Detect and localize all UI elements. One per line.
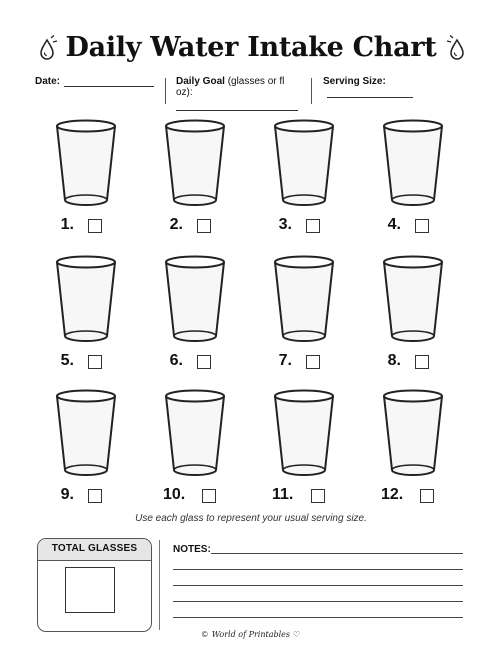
total-glasses-input[interactable] <box>65 567 115 613</box>
glass-checkbox[interactable] <box>311 489 325 503</box>
glass-item <box>157 118 237 238</box>
glass-checkbox[interactable] <box>420 489 434 503</box>
serving-size-label: Serving Size: <box>323 76 386 87</box>
glass-item <box>48 254 128 374</box>
glass-icon <box>272 118 336 208</box>
notes-line[interactable] <box>173 569 463 570</box>
daily-goal-sublabel: (glasses or fl oz): <box>176 76 285 98</box>
glass-item <box>157 254 237 374</box>
total-glasses-box <box>37 538 152 632</box>
glass-number: 1. <box>60 216 74 233</box>
glass-number: 3. <box>278 216 292 233</box>
glass-number: 8. <box>387 352 401 369</box>
date-field[interactable] <box>35 76 160 108</box>
glass-checkbox[interactable] <box>88 355 102 369</box>
glass-item <box>375 388 455 508</box>
glass-checkbox[interactable] <box>415 355 429 369</box>
brand-name: World of Printables <box>211 630 291 639</box>
glass-number-wrap <box>381 486 451 504</box>
daily-goal-line[interactable] <box>176 110 298 111</box>
glass-icon <box>272 388 336 478</box>
heart-icon: ♡ <box>293 630 301 639</box>
glass-checkbox[interactable] <box>88 219 102 233</box>
glass-number: 9. <box>60 486 74 503</box>
date-line[interactable] <box>64 77 154 87</box>
total-glasses-label: TOTAL GLASSES <box>38 539 151 561</box>
date-label: Date: <box>35 76 61 87</box>
instruction-text: Use each glass to represent your usual serving size. <box>135 513 367 524</box>
glass-checkbox[interactable] <box>415 219 429 233</box>
notes-line[interactable] <box>173 585 463 586</box>
glass-number: 12. <box>381 486 404 503</box>
daily-goal-field[interactable] <box>176 76 302 108</box>
divider <box>311 78 312 104</box>
glass-checkbox[interactable] <box>306 355 320 369</box>
glass-item <box>48 118 128 238</box>
glass-item <box>375 254 455 374</box>
glass-number: 10. <box>163 486 186 503</box>
glass-number-wrap <box>272 486 342 504</box>
glass-checkbox[interactable] <box>197 355 211 369</box>
glass-item <box>266 388 346 508</box>
notes-line[interactable] <box>211 553 463 554</box>
glass-number: 4. <box>387 216 401 233</box>
water-drop-icon <box>446 34 468 62</box>
glass-number: 7. <box>278 352 292 369</box>
glass-number: 2. <box>169 216 183 233</box>
glass-icon <box>163 388 227 478</box>
copyright-symbol: © <box>201 630 208 639</box>
glass-item <box>157 388 237 508</box>
glass-number-wrap <box>163 486 233 504</box>
notes-label: NOTES: <box>173 544 211 555</box>
divider <box>165 78 166 104</box>
glass-number: 5. <box>60 352 74 369</box>
footer <box>0 630 502 639</box>
notes-line[interactable] <box>173 601 463 602</box>
glass-icon <box>54 254 118 344</box>
glass-icon <box>54 388 118 478</box>
daily-goal-label: Daily Goal <box>176 76 225 87</box>
glass-number: 6. <box>169 352 183 369</box>
glass-icon <box>381 388 445 478</box>
glass-icon <box>381 118 445 208</box>
glass-icon <box>272 254 336 344</box>
header <box>0 26 502 70</box>
divider <box>159 540 160 630</box>
glass-grid <box>0 118 502 508</box>
serving-size-line[interactable] <box>327 88 413 98</box>
notes-section <box>173 544 463 624</box>
serving-size-field[interactable] <box>323 76 473 108</box>
glass-checkbox[interactable] <box>306 219 320 233</box>
notes-line[interactable] <box>173 617 463 618</box>
glass-icon <box>54 118 118 208</box>
glass-icon <box>163 254 227 344</box>
glass-item <box>266 254 346 374</box>
glass-checkbox[interactable] <box>197 219 211 233</box>
page-title: Daily Water Intake Chart <box>65 32 437 63</box>
glass-item <box>266 118 346 238</box>
glass-item <box>48 388 128 508</box>
info-fields <box>0 76 502 108</box>
glass-icon <box>163 118 227 208</box>
glass-icon <box>381 254 445 344</box>
glass-item <box>375 118 455 238</box>
glass-checkbox[interactable] <box>88 489 102 503</box>
glass-number: 11. <box>272 486 294 503</box>
glass-checkbox[interactable] <box>202 489 216 503</box>
